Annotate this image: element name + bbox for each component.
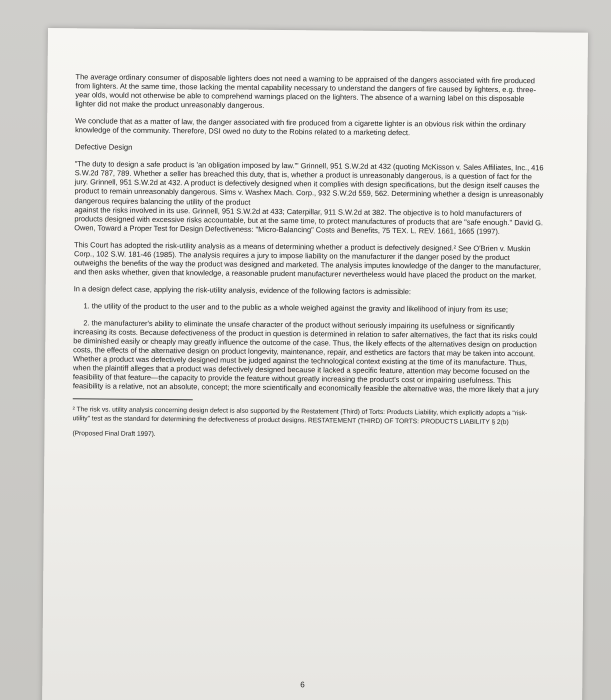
- paragraph-factors-intro: In a design defect case, applying the risk-utility analysis, evidence of the following factors is admissible:: [73, 284, 412, 297]
- section-heading: Defective Design: [74, 142, 133, 153]
- document-page: [42, 28, 588, 700]
- paragraph-risk-utility: This Court has adopted the risk-utility analysis as a means of determining whether a product is defectively designed.² See O'Brien v. Muskin Corp., 102 S.W. 181-46 (1985). The analysis requires a jury to impose liability on the manufacturer if the danger posed by the product outweighs the benefits of the way the product was designed and marketed. The analysis imputes knowledge of the danger to the manufacturer, and then asks whether, given that knowledge, a reasonable prudent manufacturer nevertheless would have placed the product on the market.: [73, 239, 541, 281]
- page-content: [72, 72, 545, 442]
- list-item-utility: 1. the utility of the product to the user and to the public as a whole weighed against the gravity and likelihood of injury from its use;: [83, 301, 508, 314]
- paragraph-duty: "The duty to design a safe product is 'an obligation imposed by law.'" Grinnell, 951 S.W.2d at 432 (quoting McKisson v. Sales Affiliates, Inc., 416 S.W.2d 787, 789. Whether a seller has breached this duty, that is, whether a product is unreasonably dangerous, is a question of fact for the jury. Grinnell, 951 S.W.2d at 432. A product is defectively designed when it complies with design specifications, but the design itself causes the product to remain unreasonably dangerous. Sims v. Washex Mach. Corp., 932 S.W.2d 559, 562. Determining whether a design is unreasonably dangerous requires balancing the utility of the product: [74, 159, 544, 207]
- paragraph-warning: The average ordinary consumer of disposable lighters does not need a warning to be appraised of the dangers associated with fire produced from lighters. At the same time, those lacking the mental capability necessary to understand the dangers of fire caused by lighters, e.g. three-year olds, would not otherwise be able to comprehend warnings placed on the lighters. The absence of a warning label on this disposable lighter did not make the product unreasonably dangerous.: [75, 72, 537, 111]
- footnote-divider: [73, 399, 193, 401]
- footnote: ² The risk vs. utility analysis concerning design defect is also supported by the Restatement (Third) of Torts: Products Liability, which explicitly adopts a "risk-utility" test as the standard for determining the defectiveness of product designs. RESTATEMENT (THIRD) OF TORTS: PRODUCTS LIABILITY § 2(b): [72, 406, 528, 427]
- paragraph-risks: against the risks involved in its use. Grinnell, 951 S.W.2d at 433; Caterpillar, 911 S.W.2d at 382. The objective is to hold manufacturers of products designed with excessive risks accountable, but at the same time, to protect manufactures of products that are "safe enough." David G. Owen, Toward a Proper Test for Design Defectiveness: "Micro-Balancing" Costs and Benefits, 75 TEX. L. REV. 1661, 1665 (1997).: [74, 204, 544, 236]
- footnote-continuation: (Proposed Final Draft 1997).: [72, 430, 156, 439]
- list-item-ability: 2. the manufacturer's ability to eliminate the unsafe character of the product without seriously impairing its usefulness or significantly increasing its costs. Because defectiveness of the product in question is determined in relation to safer alternatives, the fact that its risks could be diminished easily or cheaply may greatly influence the outcome of the case. Thus, the likely effects of the alternatives design on production costs, the effects of the alternative design on product longevity, maintenance, repair, and esthetics are factors that may be taken into account. Whether a product was defectively designed must be judged against the technological context existing at the time of its manufacture. Thus, when the plaintiff alleges that a product was defectively designed because it lacked a specific feature, attention may become focused on the feasibility of that feature—the capacity to provide the feature without greatly increasing the product's cost or impairing usefulness. This feasibility is a relative, not an absolute, concept; the more scientifically and economically feasible the alternative was, the more likely that a jury: [72, 318, 539, 395]
- page-number: 6: [300, 680, 305, 690]
- paragraph-conclusion: We conclude that as a matter of law, the danger associated with fire produced from a cigarette lighter is an obvious risk within the ordinary knowledge of the community. Therefore, DSI owed no duty to the Robins related to a marketing defect.: [75, 116, 526, 138]
